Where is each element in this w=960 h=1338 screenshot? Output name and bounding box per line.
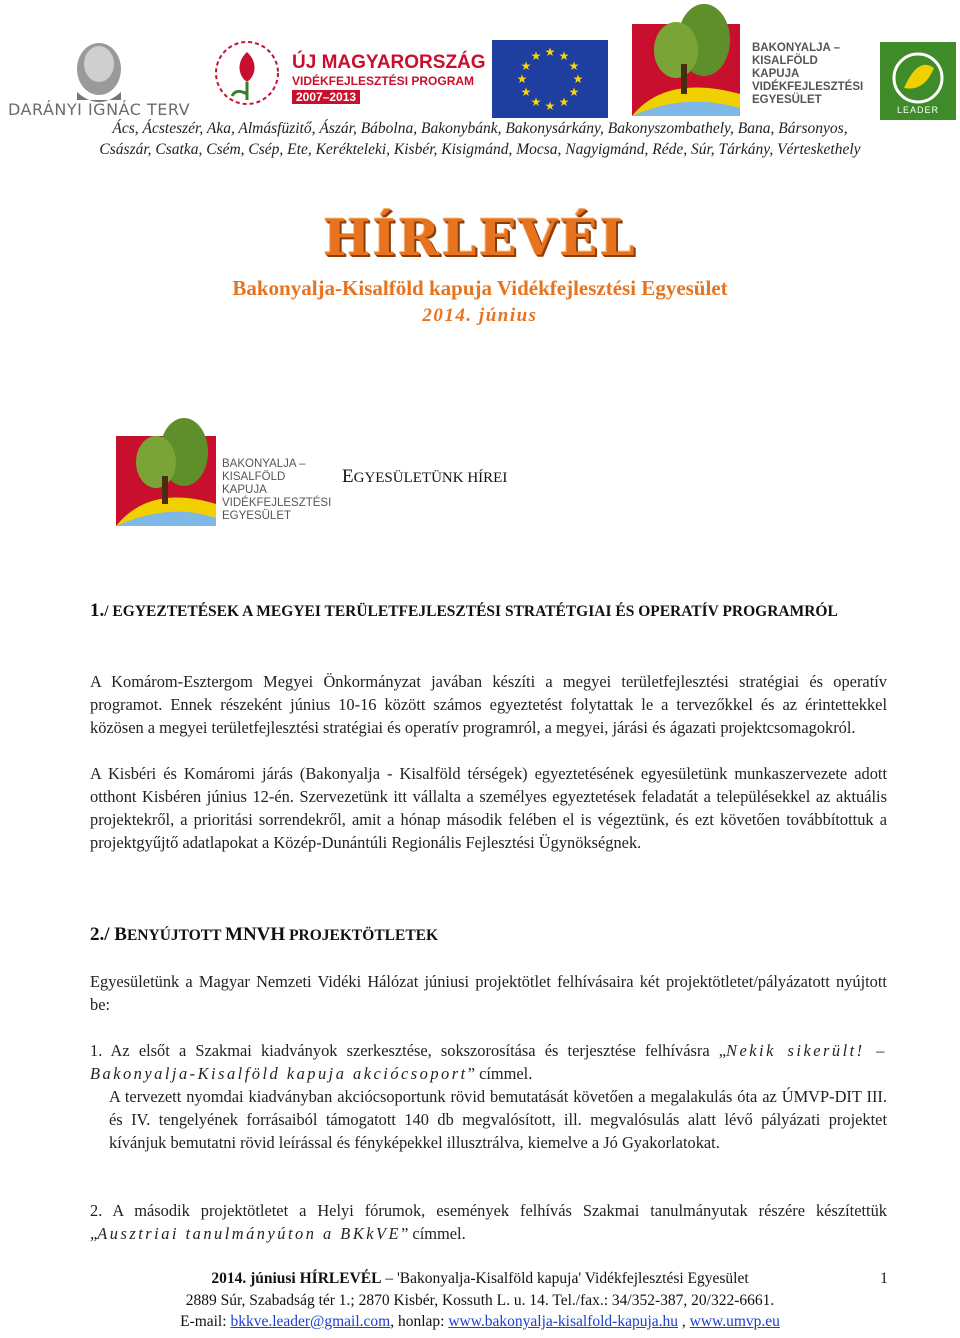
footer-web-link[interactable]: www.bakonyalja-kisalfold-kapuja.hu bbox=[448, 1313, 679, 1330]
footer-umvp-link[interactable]: www.umvp.eu bbox=[689, 1313, 780, 1330]
newsletter-title: HÍRLEVÉL bbox=[323, 208, 637, 267]
umft-line3 bbox=[292, 90, 360, 104]
item1-prefix: 1. Az elsőt a Szakmai kiadványok szerkesztése, sokszorosítása és terjesztése felhívásra „ bbox=[90, 1041, 727, 1060]
bk-section-line3: KAPUJA bbox=[222, 484, 267, 496]
svg-text:★: ★ bbox=[530, 49, 542, 63]
bk-header-line5: EGYESÜLET bbox=[752, 94, 822, 106]
svg-text:★: ★ bbox=[568, 85, 580, 99]
footer-newsletter-label: 2014. júniusi HÍRLEVÉL bbox=[211, 1270, 382, 1287]
umft-line1: ÚJ MAGYARORSZÁG bbox=[292, 52, 486, 73]
bk-section-line5: EGYESÜLET bbox=[222, 510, 292, 522]
tree-logo-icon bbox=[626, 4, 746, 116]
article1-heading bbox=[90, 598, 890, 624]
svg-text:★: ★ bbox=[544, 45, 556, 59]
daranyi-logo-text: DARÁNYI IGNÁC TERV bbox=[8, 100, 191, 119]
article2-item1-body: A tervezett nyomdai kiadványban akciócsoportunk rövid bemutatását követően a megalakulás óta az ÚMVP-DIT III. és IV. tengelyének forrásaiból támogatott 140 db megvalósított, ill. megvalósulás alatt lévő pályázati projektet kívánjuk bemutatni rövid leírással és fényképekkel illusztrálva, kiemelve a Jó Gyakorlatokat. bbox=[109, 1087, 887, 1152]
svg-text:★: ★ bbox=[568, 59, 580, 73]
article2-heading-b: B bbox=[114, 924, 127, 945]
uj-magyarorszag-logo bbox=[212, 38, 486, 108]
footer-line1 bbox=[0, 1270, 960, 1288]
umft-years: 2007–2013 bbox=[296, 90, 357, 104]
bk-header-line2: KISALFÖLD bbox=[752, 55, 818, 67]
eu-flag-logo bbox=[492, 40, 608, 118]
footer-web-label: , honlap: bbox=[390, 1313, 449, 1330]
tree-logo-icon bbox=[110, 418, 220, 526]
section-title-initial: E bbox=[342, 466, 354, 487]
tulip-icon bbox=[212, 38, 282, 108]
svg-text:★: ★ bbox=[558, 49, 570, 63]
item2-prefix: 2. A második projektötletet a Helyi fórumok, események felhívás Szakmai tanulmányutak részére készítettük „ bbox=[90, 1201, 887, 1243]
article2-item2 bbox=[90, 1199, 887, 1245]
article2-heading-slash: / bbox=[104, 924, 115, 945]
svg-text:★: ★ bbox=[520, 59, 532, 73]
villages-line1: Ács, Ácsteszér, Aka, Almásfüzitő, Ászár, Bábolna, Bakonybánk, Bakonysárkány, Bakonyszombathely, Bana, Bársonyos, bbox=[112, 120, 848, 137]
footer-email-link[interactable]: bkkve.leader@gmail.com bbox=[230, 1313, 391, 1330]
daranyi-ignac-terv-logo bbox=[4, 34, 204, 122]
bk-header-line1: BAKONYALJA – bbox=[752, 42, 840, 54]
section-title-rest: GYESÜLETÜNK HÍREI bbox=[353, 470, 508, 486]
item2-suffix: ” címmel. bbox=[401, 1224, 466, 1243]
footer-address: 2889 Súr, Szabadság tér 1.; 2870 Kisbér, Kossuth L. u. 14. Tel./fax.: 34/352-387, 20/322-6661. bbox=[185, 1292, 775, 1309]
bk-header-line3: KAPUJA bbox=[752, 68, 800, 80]
svg-text:★: ★ bbox=[572, 72, 584, 86]
item2-title: Ausztriai tanulmányúton a BKkVE bbox=[97, 1224, 402, 1243]
villages-line2: Császár, Csatka, Csém, Csép, Ete, Kerékteleki, Kisbér, Kisigmánd, Mocsa, Nagyigmánd, Réde, Súr, Tárkány, Vérteskethely bbox=[99, 141, 861, 158]
footer-org: – 'Bakonyalja-Kisalföld kapuja' Vidékfejlesztési Egyesület bbox=[381, 1270, 749, 1287]
footer-separator: , bbox=[678, 1313, 690, 1330]
article2-item1 bbox=[90, 1039, 887, 1085]
article1-paragraph2: A Kisbéri és Komáromi járás (Bakonyalja - Kisalföld térségek) egyeztetésének egyesületünk munkaszervezete adott otthont Kisbéren június 12-én. Szervezetünk itt vállalta a személyes egyeztetések feladatát a településekkel az aktuális projektekről, a prioritási sorrendekről, amit a hónap második felében el is végeztünk, és ezt követően továbbítottuk a projektgyűjtő adatlapokat a Közép-Dunántúli Regionális Fejlesztési Ügynökségnek. bbox=[90, 764, 887, 852]
article2-heading bbox=[90, 924, 438, 946]
organization-name: Bakonyalja-Kisalföld kapuja Vidékfejlesztési Egyesület bbox=[232, 276, 728, 300]
article2-heading-rest1: ENYÚJTOTT bbox=[126, 927, 226, 944]
section-title bbox=[342, 466, 507, 488]
article2-heading-rest2: PROJEKTÖTLETEK bbox=[285, 927, 439, 944]
bk-header-line4: VIDÉKFEJLESZTÉSI bbox=[752, 81, 864, 93]
svg-text:★: ★ bbox=[544, 99, 556, 113]
article1-paragraph1: A Komárom-Esztergom Megyei Önkormányzat javában készíti a megyei területfejlesztési stratégiai és operatív programot. Ennek részeként június 10-16 között számos egyeztetést folytattak le a tervezőkkel és az érintettekkel közösen a megyei területfejlesztési stratégiai és operatív programról, a megyei, járási és ágazati projektcsomagokról. bbox=[90, 672, 887, 737]
svg-text:★: ★ bbox=[558, 95, 570, 109]
svg-text:★: ★ bbox=[516, 72, 528, 86]
svg-text:★: ★ bbox=[520, 85, 532, 99]
article1-heading-number: 1. bbox=[90, 600, 105, 621]
newsletter-date: 2014. június bbox=[422, 305, 538, 326]
leader-logo bbox=[880, 42, 956, 120]
footer-email-label: E-mail: bbox=[180, 1313, 231, 1330]
eu-stars-icon bbox=[492, 40, 608, 118]
bk-section-line4: VIDÉKFEJLESZTÉSI bbox=[222, 497, 332, 509]
item1-suffix: ” címmel. bbox=[467, 1064, 533, 1083]
bakonyalja-header-logo bbox=[626, 4, 862, 116]
article2-heading-mnvh: MNVH bbox=[225, 924, 286, 945]
villages-list bbox=[40, 118, 920, 160]
bk-section-line2: KISALFÖLD bbox=[222, 471, 286, 483]
bk-section-line1: BAKONYALJA – bbox=[222, 458, 306, 470]
article1-heading-text: / EGYEZTETÉSEK A MEGYEI TERÜLETFEJLESZTÉSI STRATÉTGIAI ÉS OPERATÍV PROGRAMRÓL bbox=[104, 603, 838, 620]
leader-text: LEADER bbox=[896, 105, 939, 115]
footer-contacts bbox=[0, 1313, 960, 1331]
page-number: 1 bbox=[880, 1270, 888, 1287]
bakonyalja-section-logo bbox=[110, 418, 330, 526]
item1-title: Nekik sikerült! – Bakonyalja-Kisalföld kapuja akciócsoport bbox=[90, 1041, 887, 1083]
umft-line2: VIDÉKFEJLESZTÉSI PROGRAM bbox=[292, 74, 475, 88]
article2-intro: Egyesületünk a Magyar Nemzeti Vidéki Hálózat júniusi projektötlet felhívásaira két projektötletet/pályázatott nyújtott be: bbox=[90, 972, 887, 1014]
article2-heading-number: 2. bbox=[90, 924, 105, 945]
svg-text:★: ★ bbox=[530, 95, 542, 109]
